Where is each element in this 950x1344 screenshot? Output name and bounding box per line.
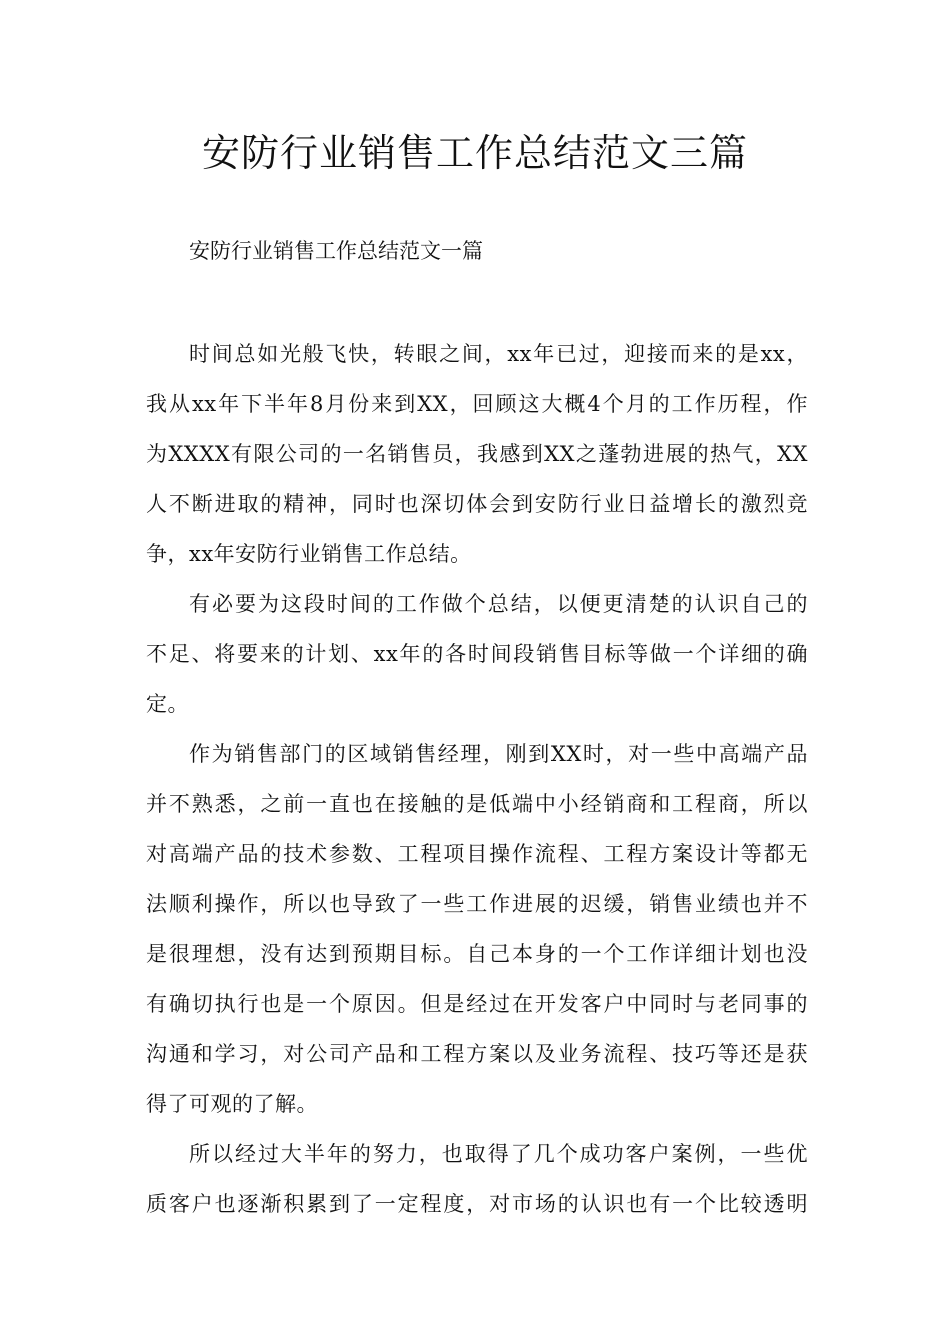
paragraph-line: 并不熟悉，之前一直也在接触的是低端中小经销商和工程商，所以 bbox=[146, 792, 808, 816]
document-body bbox=[146, 329, 808, 1229]
paragraph-line: 不足、将要来的计划、xx年的各时间段销售目标等做一个详细的确 bbox=[146, 642, 808, 666]
paragraph-1 bbox=[146, 329, 808, 579]
paragraph-line: 人不断进取的精神，同时也深切体会到安防行业日益增长的激烈竞 bbox=[146, 492, 808, 516]
paragraph-line: 法顺利操作，所以也导致了一些工作进展的迟缓，销售业绩也并不 bbox=[146, 892, 808, 916]
paragraph-line: 沟通和学习，对公司产品和工程方案以及业务流程、技巧等还是获 bbox=[146, 1042, 808, 1066]
paragraph-4 bbox=[146, 1129, 808, 1229]
paragraph-line: 得了可观的了解。 bbox=[146, 1092, 318, 1116]
paragraph-line: 质客户也逐渐积累到了一定程度，对市场的认识也有一个比较透明 bbox=[146, 1192, 808, 1216]
paragraph-line: 为XXXX有限公司的一名销售员，我感到XX之蓬勃进展的热气，XX bbox=[146, 442, 808, 466]
document-subtitle: 安防行业销售工作总结范文一篇 bbox=[189, 239, 483, 263]
paragraph-line: 时间总如光般飞快，转眼之间，xx年已过，迎接而来的是xx， bbox=[189, 342, 808, 366]
paragraph-line: 对高端产品的技术参数、工程项目操作流程、工程方案设计等都无 bbox=[146, 842, 808, 866]
paragraph-line: 我从xx年下半年8月份来到XX，回顾这大概4个月的工作历程，作 bbox=[146, 392, 808, 416]
paragraph-3 bbox=[146, 729, 808, 1129]
paragraph-line: 争，xx年安防行业销售工作总结。 bbox=[146, 542, 472, 566]
document-title: 安防行业销售工作总结范文三篇 bbox=[201, 131, 748, 175]
paragraph-line: 有必要为这段时间的工作做个总结，以便更清楚的认识自己的 bbox=[189, 592, 808, 616]
paragraph-line: 是很理想，没有达到预期目标。自己本身的一个工作详细计划也没 bbox=[146, 942, 808, 966]
paragraph-2 bbox=[146, 579, 808, 729]
paragraph-line: 有确切执行也是一个原因。但是经过在开发客户中同时与老同事的 bbox=[146, 992, 808, 1016]
paragraph-line: 定。 bbox=[146, 692, 189, 716]
paragraph-line: 作为销售部门的区域销售经理，刚到XX时，对一些中高端产品 bbox=[189, 742, 808, 766]
paragraph-line: 所以经过大半年的努力，也取得了几个成功客户案例，一些优 bbox=[189, 1142, 808, 1166]
